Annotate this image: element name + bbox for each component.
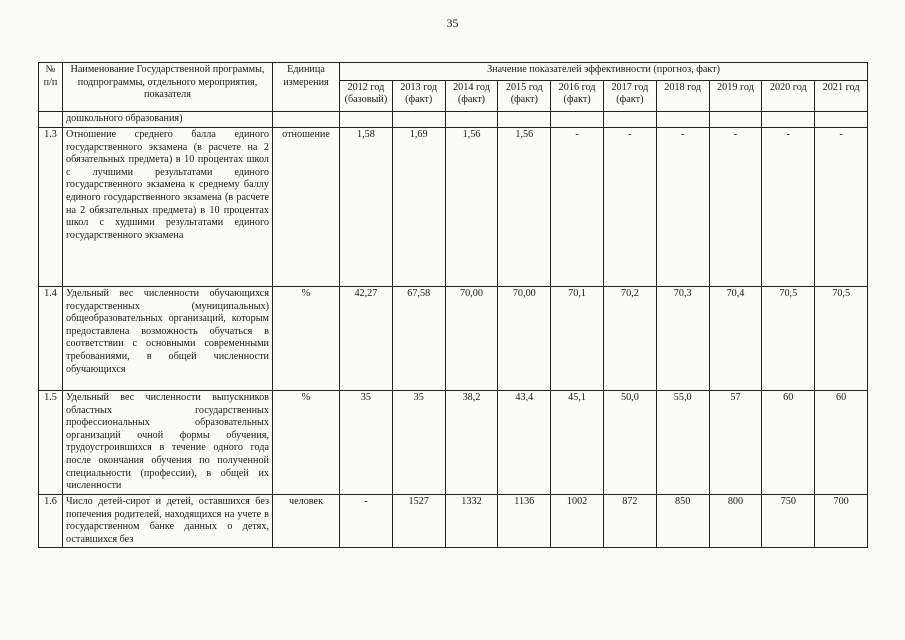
header-year-label: 2014 год — [453, 82, 490, 93]
row-number: 1.6 — [39, 495, 63, 548]
value-cell: 1,56 — [445, 128, 498, 287]
value-cell: - — [815, 128, 868, 287]
value-cell: 700 — [815, 495, 868, 548]
header-year — [445, 81, 498, 112]
value-cell: - — [340, 495, 393, 548]
indicators-table — [38, 62, 868, 548]
value-cell: 1,56 — [498, 128, 551, 287]
table-row — [39, 128, 868, 287]
table-row — [39, 287, 868, 391]
unit-cell: % — [273, 391, 340, 495]
value-cell: 45,1 — [551, 391, 604, 495]
value-cell: 70,00 — [498, 287, 551, 391]
header-year — [498, 81, 551, 112]
header-num: № п/п — [39, 63, 63, 112]
value-cell: - — [603, 128, 656, 287]
value-cell: 1136 — [498, 495, 551, 548]
value-cell: 1,69 — [392, 128, 445, 287]
indicator-name: Удельный вес численности обучающихся государственных (муниципальных) общеобразовательных организаций, которым предоставлена возможность обучаться в соответствии с основными современными требованиями, в общей численности обучающихся — [63, 287, 273, 391]
header-year — [603, 81, 656, 112]
value-cell: 55,0 — [656, 391, 709, 495]
unit-cell: % — [273, 287, 340, 391]
value-cell: - — [762, 128, 815, 287]
indicator-name: Удельный вес численности выпускников областных государственных профессиональных образовательных организаций очной формы обучения, трудоустроившихся в течение одного года после окончания обучения по полученной специальности (профессии), в общей их численности — [63, 391, 273, 495]
value-cell: 1527 — [392, 495, 445, 548]
header-year — [709, 81, 762, 112]
value-cell: 60 — [762, 391, 815, 495]
value-cell: 750 — [762, 495, 815, 548]
header-year-label: 2017 год — [611, 82, 649, 93]
value-cell: 57 — [709, 391, 762, 495]
header-year-note: (факт) — [563, 94, 591, 105]
value-cell: - — [551, 128, 604, 287]
header-year-note: (базовый) — [344, 94, 388, 105]
value-cell: 38,2 — [445, 391, 498, 495]
header-year-label: 2018 год — [664, 82, 702, 93]
header-year-label: 2021 год — [822, 82, 860, 93]
continuation-row — [39, 112, 868, 128]
indicator-name: Число детей-сирот и детей, оставшихся без попечения родителей, находящихся на учете в государственном банке данных о детях, оставшихся без — [63, 495, 273, 548]
value-cell: 35 — [392, 391, 445, 495]
header-year-label: 2013 год — [400, 82, 438, 93]
header-year — [551, 81, 604, 112]
header-unit: Единица измерения — [273, 63, 340, 112]
value-cell: 1332 — [445, 495, 498, 548]
value-cell: 67,58 — [392, 287, 445, 391]
value-cell: 70,00 — [445, 287, 498, 391]
value-cell: 70,5 — [815, 287, 868, 391]
value-cell: 1,58 — [340, 128, 393, 287]
table-row — [39, 495, 868, 548]
value-cell: 60 — [815, 391, 868, 495]
header-year — [815, 81, 868, 112]
header-name: Наименование Государственной программы, подпрограммы, отдельного мероприятия, показателя — [63, 63, 273, 112]
header-year — [392, 81, 445, 112]
value-cell: 800 — [709, 495, 762, 548]
row-number: 1.4 — [39, 287, 63, 391]
value-cell: 70,2 — [603, 287, 656, 391]
page-number: 35 — [446, 16, 459, 30]
table-row — [39, 391, 868, 495]
header-year-label: 2015 год — [505, 82, 543, 93]
header-year — [340, 81, 393, 112]
value-cell: 50,0 — [603, 391, 656, 495]
value-cell: 872 — [603, 495, 656, 548]
header-year-note: (факт) — [457, 94, 486, 105]
value-cell: 1002 — [551, 495, 604, 548]
header-year-note: (факт) — [405, 94, 433, 105]
indicator-name: Отношение среднего балла единого государственного экзамена (в расчете на 2 обязательных предмета) в 10 процентах школ с лучшими результатами единого государственного экзамена к среднему баллу единого государственного экзамена (в расчете на 2 обязательных предмета) в 10 процентах школ с худшими результатами единого государственного экзамена — [63, 128, 273, 287]
header-row — [39, 63, 868, 81]
value-cell: - — [709, 128, 762, 287]
header-values: Значение показателей эффективности (прогноз, факт) — [340, 63, 868, 81]
value-cell: 70,4 — [709, 287, 762, 391]
value-cell: 70,5 — [762, 287, 815, 391]
unit-cell: отношение — [273, 128, 340, 287]
value-cell: 70,1 — [551, 287, 604, 391]
value-cell: 850 — [656, 495, 709, 548]
value-cell: 42,27 — [340, 287, 393, 391]
header-year-note: (факт) — [616, 94, 644, 105]
header-year-label: 2012 год — [347, 82, 385, 93]
unit-cell: человек — [273, 495, 340, 548]
header-year-label: 2020 год — [769, 82, 807, 93]
value-cell: 35 — [340, 391, 393, 495]
value-cell: - — [656, 128, 709, 287]
header-year — [656, 81, 709, 112]
value-cell: 70,3 — [656, 287, 709, 391]
header-year-note: (факт) — [510, 94, 538, 105]
row-number: 1.5 — [39, 391, 63, 495]
row-number: 1.3 — [39, 128, 63, 287]
header-year-label: 2019 год — [717, 82, 754, 93]
continuation-text: дошкольного образования) — [63, 112, 273, 128]
value-cell: 43,4 — [498, 391, 551, 495]
header-year-label: 2016 год — [558, 82, 596, 93]
header-year — [762, 81, 815, 112]
